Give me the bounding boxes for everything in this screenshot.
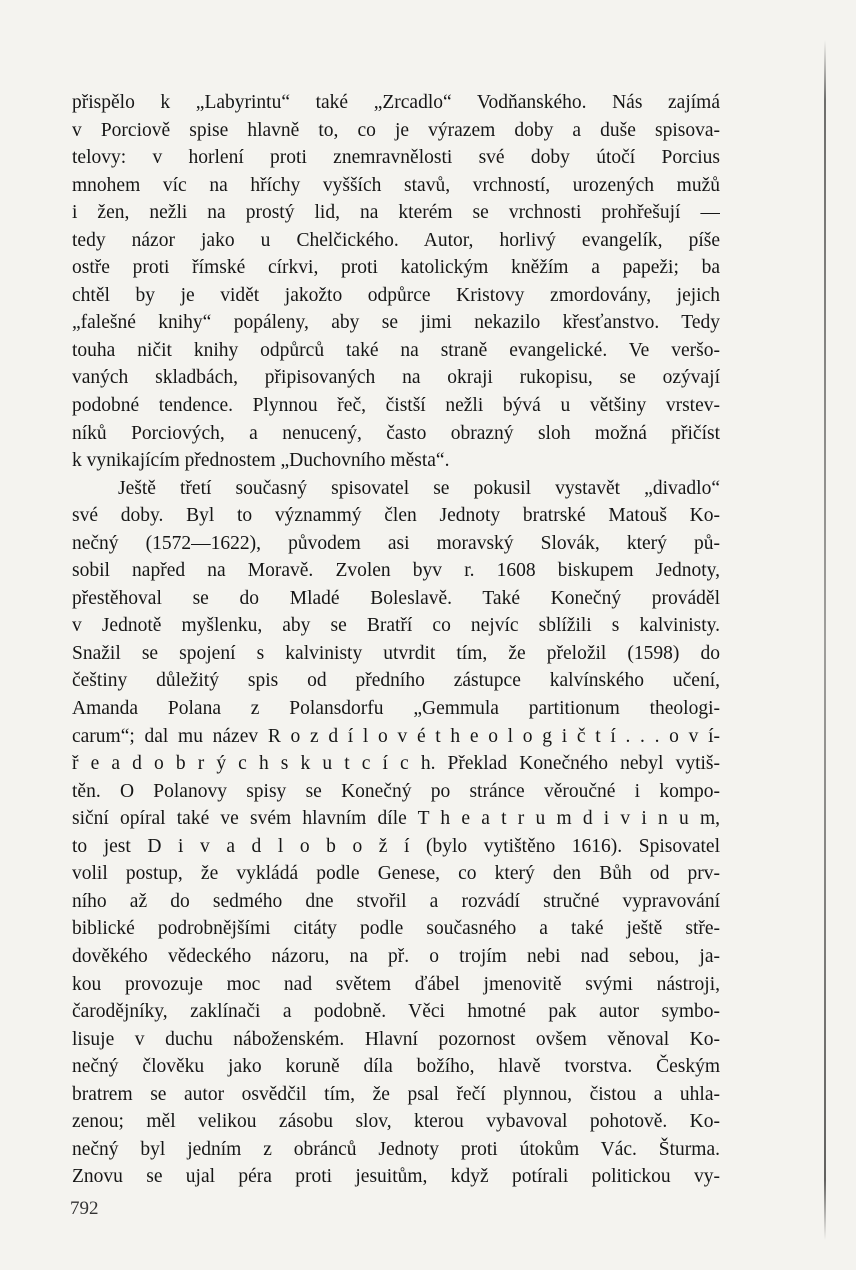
text-line: dověkého vědeckého názoru, na př. o trojím nebi nad sebou, ja- — [72, 945, 720, 967]
text-line: chtěl by je vidět jakožto odpůrce Kristovy zmordovány, jejich — [72, 284, 720, 306]
text-line: carum“; dal mu název R o z d í l o v é t h e o l o g i č t í . . . o v í- — [72, 725, 720, 747]
text-line: touha ničit knihy odpůrců také na straně evangelické. Ve veršo- — [72, 339, 720, 361]
text-line: to jest D i v a d l o b o ž í (bylo vytištěno 1616). Spisovatel — [72, 835, 720, 857]
text-line: k vynikajícím přednostem „Duchovního města“. — [72, 450, 450, 472]
text-line: Snažil se spojení s kalvinisty utvrdit tím, že přeložil (1598) do — [72, 642, 720, 664]
text-line: tedy názor jako u Chelčického. Autor, horlivý evangelík, píše — [72, 229, 720, 251]
text-line: podobné tendence. Plynnou řeč, čistší nežli bývá u většiny vrstev- — [72, 395, 720, 417]
text-line: přispělo k „Labyrintu“ také „Zrcadlo“ Vodňanského. Nás zajímá — [72, 92, 720, 113]
text-line: i žen, nežli na prostý lid, na kterém se vrchnosti prohřešují — — [72, 202, 720, 224]
text-line: kou provozuje moc nad světem ďábel jmenovitě svými nástroji, — [72, 973, 720, 995]
text-line: lisuje v duchu náboženském. Hlavní pozornost ovšem věnoval Ko- — [72, 1028, 720, 1050]
text-line: zenou; měl velikou zásobu slov, kterou vybavoval pohotově. Ko- — [72, 1111, 720, 1133]
text-line: ostře proti římské církvi, proti katolickým kněžím a papeži; ba — [72, 257, 720, 279]
text-line: těn. O Polanovy spisy se Konečný po stránce věroučné i kompo- — [72, 780, 720, 802]
text-line: sobil napřed na Moravě. Zvolen byv r. 1608 biskupem Jednoty, — [72, 560, 720, 582]
page-edge-shadow — [824, 40, 826, 1240]
text-line: mnohem víc na hříchy vyšších stavů, vrchností, urozených mužů — [72, 174, 720, 196]
text-line: přestěhoval se do Mladé Boleslavě. Také Konečný prováděl — [72, 587, 720, 609]
text-line: biblické podrobnějšími citáty podle současného a také ještě stře- — [72, 918, 720, 940]
text-line: siční opíral také ve svém hlavním díle T h e a t r u m d i v i n u m, — [72, 808, 720, 830]
text-line: nečný (1572—1622), původem asi moravský Slovák, který pů- — [72, 532, 720, 554]
text-line: Amanda Polana z Polansdorfu „Gemmula partitionum theologi- — [72, 698, 720, 720]
page-number: 792 — [70, 1198, 99, 1219]
body-text — [72, 89, 720, 1191]
paragraph-start-line: Ještě třetí současný spisovatel se pokusil vystavět „divadlo“ — [118, 477, 720, 499]
text-line: telovy: v horlení proti znemravnělosti své doby útočí Porcius — [72, 147, 720, 169]
text-line: v Jednotě myšlenku, aby se Bratří co nejvíc sblížili s kalvinisty. — [72, 615, 720, 637]
text-line: ř e a d o b r ý c h s k u t c í c h. Překlad Konečného nebyl vytiš- — [72, 753, 720, 775]
text-line: bratrem se autor osvědčil tím, že psal řečí plynnou, čistou a uhla- — [72, 1083, 720, 1105]
text-line: Znovu se ujal péra proti jesuitům, když potírali politickou vy- — [72, 1166, 720, 1188]
text-line: své doby. Byl to význammý člen Jednoty bratrské Matouš Ko- — [72, 505, 720, 527]
text-line: níků Porciových, a nenucený, často obrazný sloh možná přičíst — [72, 422, 720, 444]
text-line: čarodějníky, zaklínači a podobně. Věci hmotné pak autor symbo- — [72, 1001, 720, 1023]
text-line: češtiny důležitý spis od předního zástupce kalvínského učení, — [72, 670, 720, 692]
text-line: ního až do sedmého dne stvořil a rozvádí stručné vypravování — [72, 890, 720, 912]
text-line: vaných skladbách, připisovaných na okraji rukopisu, se ozývají — [72, 367, 720, 389]
text-line: nečný byl jedním z obránců Jednoty proti útokům Vác. Šturma. — [72, 1138, 720, 1160]
text-line: v Porciově spise hlavně to, co je výrazem doby a duše spisova- — [72, 119, 720, 141]
text-line: nečný člověku jako koruně díla božího, hlavě tvorstva. Českým — [72, 1056, 720, 1078]
text-line: „falešné knihy“ popáleny, aby se jimi nekazilo křesťanstvo. Tedy — [72, 312, 720, 334]
text-line: volil postup, že vykládá podle Genese, co který den Bůh od prv- — [72, 863, 720, 885]
